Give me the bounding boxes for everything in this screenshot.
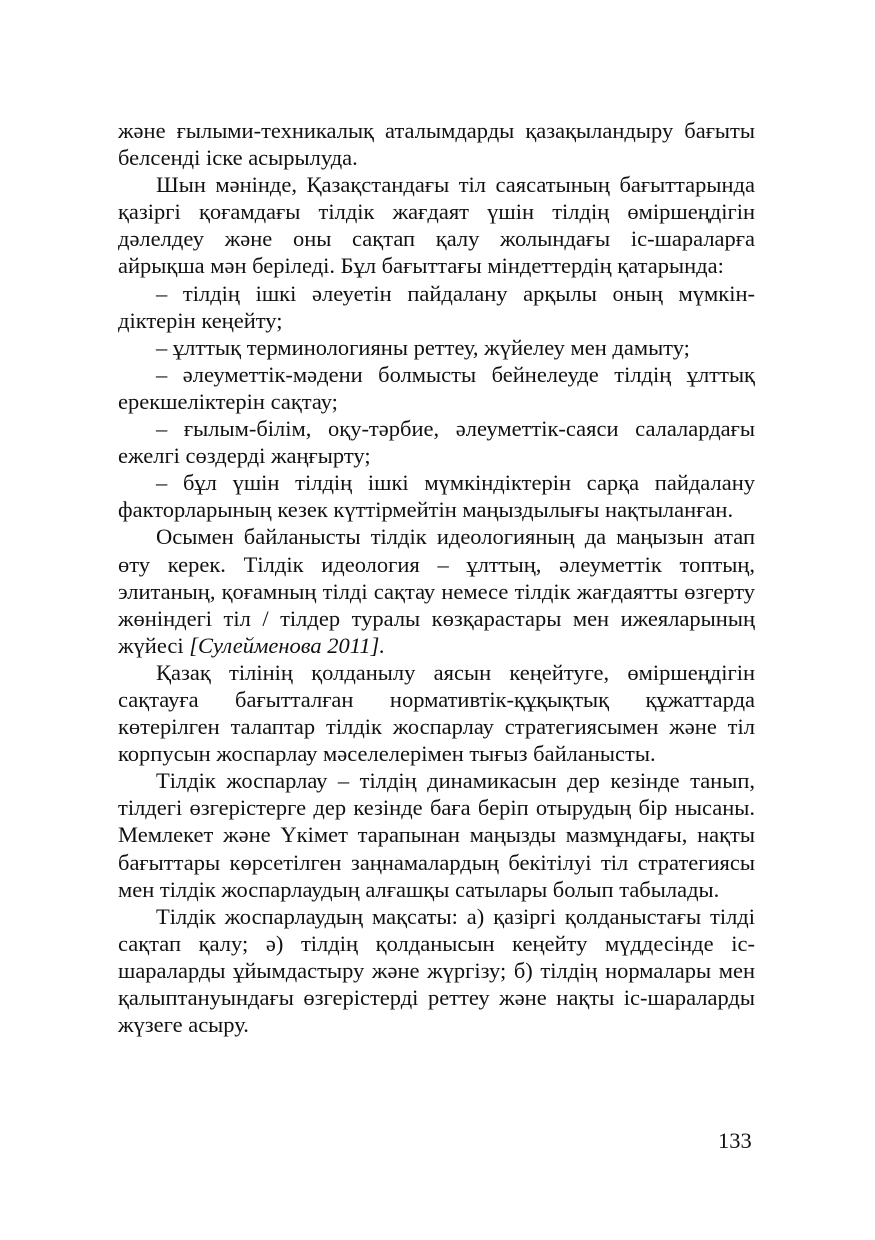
list-item: – ғылым-білім, оқу-тәрбие, әлеуметтік-саяси салалардағы ежелгі сөздерді жаңғырту;: [118, 416, 755, 469]
paragraph-legal-requirements: Қазақ тілінің қолданылу аясын кеңейтуге, өміршеңдігін сақтауға бағытталған нормативтік-құқықтық құжаттарда көтерілген талаптар тілдік жоспарлау стратегиясымен және тіл корпусын жоспарлау мәселелерімен тығыз байланысты.: [118, 659, 755, 767]
list-item: – әлеуметтік-мәдени болмысты бейнелеуде тілдің ұлттық ерекшеліктерін сақтау;: [118, 361, 755, 414]
list-item: – бұл үшін тілдің ішкі мүмкіндіктерін сарқа пайдалану факторларының кезек күттірмейтін маңыздылығы нақтыланған.: [118, 470, 755, 523]
paragraph-language-planning: Тілдік жоспарлау – тілдің динамикасын дер кезінде танып, тілдегі өзгерістерге дер кезінде баға беріп отырудың бір нысаны. Мемлекет және Үкімет тарапынан маңызды мазмұндағы, нақты бағыттары көрсетілген заңнамалардың бекітілуі тіл стратегиясы мен тілдік жоспарлаудың алғашқы сатылары болып табылады.: [118, 768, 755, 902]
list-item: – тілдің ішкі әлеуетін пайдалану арқылы оның мүмкіндіктерін кеңейту;: [118, 280, 755, 333]
paragraph-text: Осымен байланысты тілдік идеологияның да маңызын атап өту керек. Тілдік идеология – ұлттың, әлеуметтік топтың, элитаның, қоғамның тілді сақтау немесе тілдік жағдаятты өзгерту жөніндегі тіл / тілдер туралы көзқарастары мен ижеяларының жүйесі: [118, 524, 755, 658]
paragraph-language-ideology: [118, 523, 755, 658]
page-body: [118, 117, 755, 1038]
paragraph-continuation: және ғылыми-техникалық аталымдарды қазақыландыру бағыты белсенді іске асырылуда.: [118, 118, 755, 171]
list-item: – ұлттық терминологияны реттеу, жүйелеу мен дамыту;: [156, 334, 690, 360]
citation: [Сулейменова 2011].: [189, 632, 385, 658]
paragraph-planning-goals: Тілдік жоспарлаудың мақсаты: а) қазіргі қолданыстағы тілді сақтап қалу; ә) тілдің қолданысын кеңейту мүддесінде іс-шараларды ұйымдастыру және жүргізу; б) тілдің нормалары мен қалыптануындағы өзгерістерді реттеу және нақты іс-шараларды жүзеге асыру.: [118, 903, 755, 1038]
page-number: 133: [718, 1128, 752, 1153]
paragraph-language-policy: Шын мәнінде, Қазақстандағы тіл саясатының бағыттарында қазіргі қоғамдағы тілдік жағдаят үшін тілдің өміршеңдігін дәлелдеу және оны сақтап қалу жолындағы іс-шараларға айрықша мән беріледі. Бұл бағыттағы міндеттердің қатарында:: [118, 172, 755, 279]
